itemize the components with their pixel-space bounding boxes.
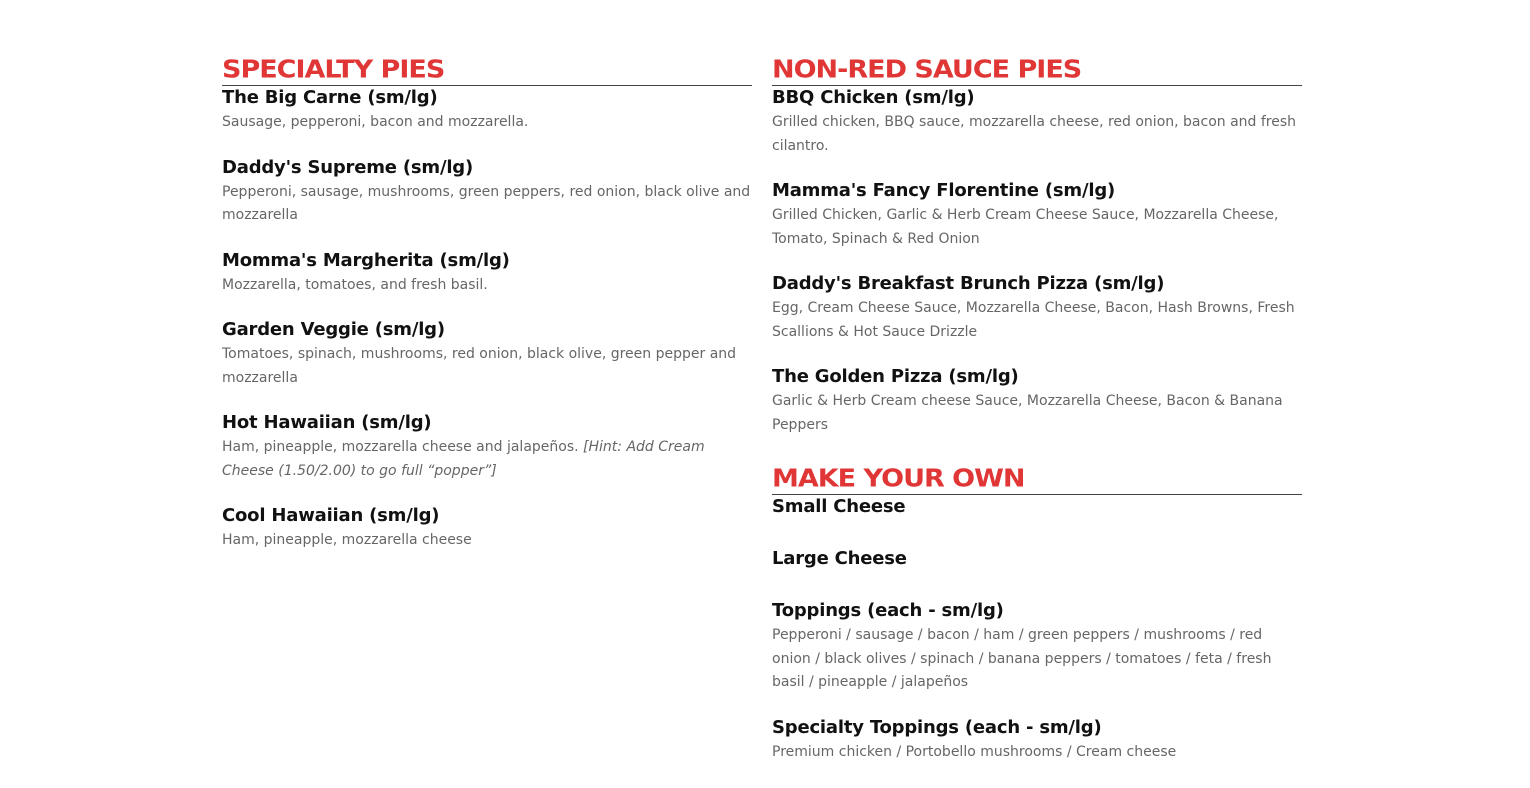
right-column (772, 52, 1302, 785)
menu-item-description: Ham, pineapple, mozzarella cheese (222, 532, 472, 548)
menu-item-title: Garden Veggie (sm/lg) (222, 319, 445, 340)
menu-item-title: Hot Hawaiian (sm/lg) (222, 412, 432, 433)
menu-item-description: Pepperoni / sausage / bacon / ham / green peppers / mushrooms / red onion / black olives / spinach / banana peppers / tomatoes / feta / fresh basil / pineapple / jalapeños (772, 627, 1272, 690)
menu-item-description-text: Ham, pineapple, mozzarella cheese and jalapeños. (222, 439, 584, 455)
menu-item-title: The Big Carne (sm/lg) (222, 87, 438, 108)
menu-item (772, 272, 1302, 344)
menu-item-title: Large Cheese (772, 548, 907, 569)
menu-item-description (222, 435, 752, 483)
menu-item (772, 86, 1302, 158)
non-red-sauce-pies-section (772, 52, 1302, 437)
section-heading-non-red-sauce-pies: NON-RED SAUCE PIES (772, 55, 1302, 86)
menu-item (772, 495, 1302, 519)
menu-item-title: Mamma's Fancy Florentine (sm/lg) (772, 180, 1116, 201)
menu-item (222, 411, 752, 483)
menu-item (222, 86, 752, 135)
menu-item-description: Garlic & Herb Cream cheese Sauce, Mozzarella Cheese, Bacon & Banana Peppers (772, 393, 1283, 433)
menu-item-title: Cool Hawaiian (sm/lg) (222, 505, 440, 526)
menu-item-hint: [Hint: Add Cream Cheese (1.50/2.00) to go full “popper”] (222, 439, 705, 479)
menu-item-description: Grilled Chicken, Garlic & Herb Cream Cheese Sauce, Mozzarella Cheese, Tomato, Spinach & Red Onion (772, 207, 1279, 247)
menu-item-description: Egg, Cream Cheese Sauce, Mozzarella Cheese, Bacon, Hash Browns, Fresh Scallions & Hot Sauce Drizzle (772, 300, 1295, 340)
menu-item-description: Sausage, pepperoni, bacon and mozzarella. (222, 114, 529, 130)
menu-item (772, 547, 1302, 571)
specialty-pies-section (222, 52, 752, 553)
section-heading-make-your-own: MAKE YOUR OWN (772, 464, 1302, 495)
make-your-own-section (772, 461, 1302, 764)
menu-item-title: Daddy's Breakfast Brunch Pizza (sm/lg) (772, 273, 1165, 294)
menu-item (772, 599, 1302, 695)
menu-item (772, 716, 1302, 765)
menu-item-title: Small Cheese (772, 496, 906, 517)
menu-item-description: Pepperoni, sausage, mushrooms, green peppers, red onion, black olive and mozzarella (222, 183, 751, 223)
menu-item (222, 249, 752, 298)
menu-item-title: Daddy's Supreme (sm/lg) (222, 156, 474, 178)
left-column (222, 52, 752, 574)
menu-item (772, 179, 1302, 251)
menu-item-title: Momma's Margherita (sm/lg) (222, 249, 510, 271)
menu-item-title: Toppings (each - sm/lg) (772, 600, 1004, 621)
section-heading-specialty-pies: SPECIALTY PIES (222, 55, 752, 86)
menu-item (772, 365, 1302, 437)
menu-item (222, 318, 752, 390)
menu-item-title: Specialty Toppings (each - sm/lg) (772, 716, 1102, 738)
menu-item (222, 156, 752, 228)
menu-item-description: Mozzarella, tomatoes, and fresh basil. (222, 276, 488, 293)
menu-item-description: Premium chicken / Portobello mushrooms / Cream cheese (772, 743, 1177, 760)
menu-item-description: Grilled chicken, BBQ sauce, mozzarella cheese, red onion, bacon and fresh cilantro. (772, 114, 1297, 154)
menu-item-title: The Golden Pizza (sm/lg) (772, 366, 1019, 387)
menu-item-title: BBQ Chicken (sm/lg) (772, 87, 975, 108)
menu-item-description: Tomatoes, spinach, mushrooms, red onion, black olive, green pepper and mozzarella (222, 346, 737, 386)
menu-item (222, 504, 752, 553)
